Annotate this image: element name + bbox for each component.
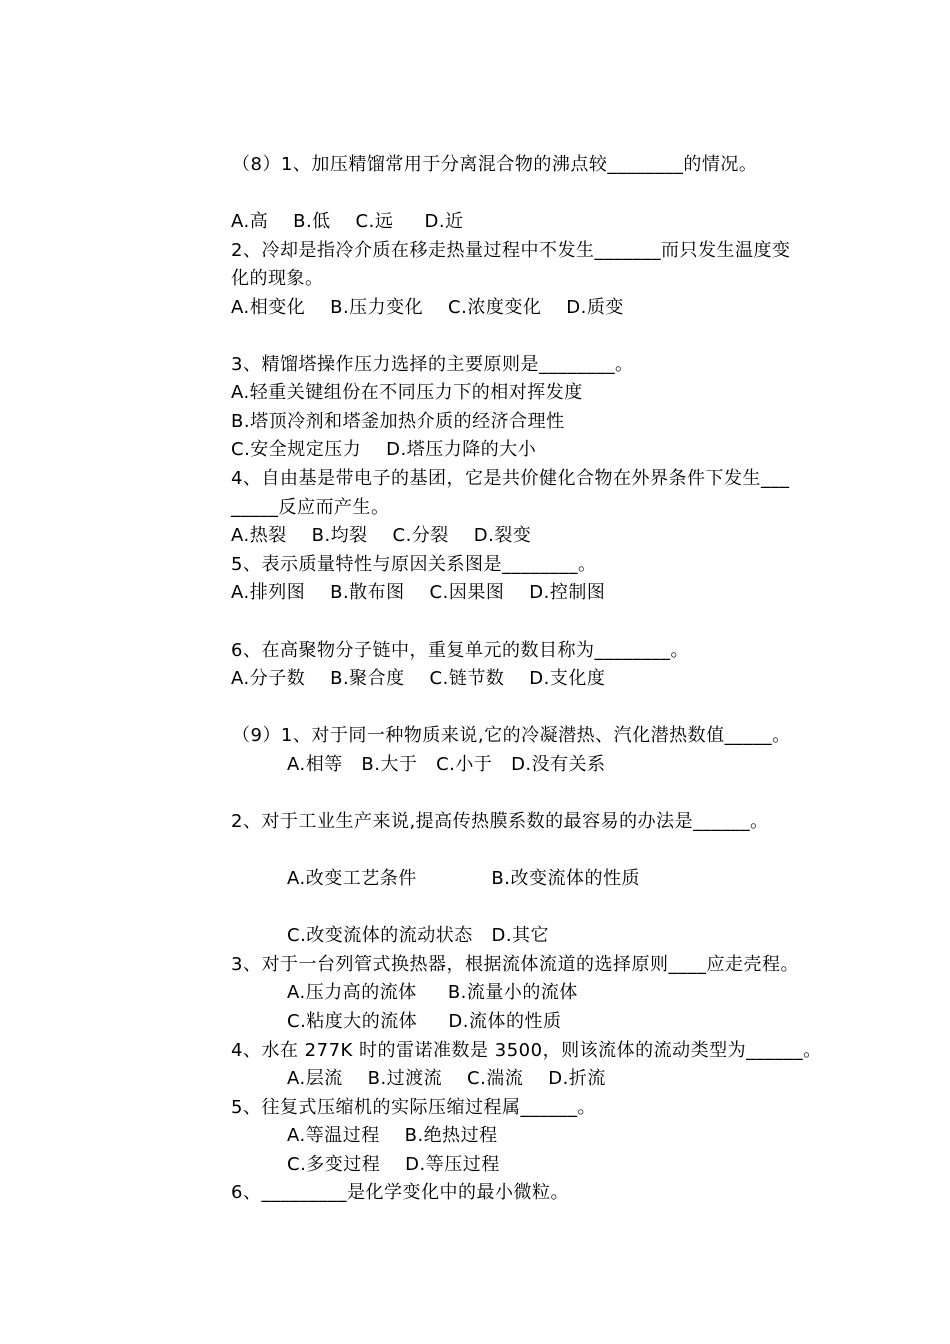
- question-8-2-stem-line1: 2、冷却是指冷介质在移走热量过程中不发生_______而只发生温度变: [231, 240, 791, 261]
- question-8-3-option-cd: C.安全规定压力 D.塔压力降的大小: [231, 439, 537, 460]
- question-8-5-stem: 5、表示质量特性与原因关系图是________。: [231, 554, 597, 575]
- question-9-5-option-ab: A.等温过程 B.绝热过程: [287, 1125, 498, 1146]
- question-9-1-options: A.相等 B.大于 C.小于 D.没有关系: [287, 754, 606, 775]
- question-8-1-options: A.高 B.低 C.远 D.近: [231, 211, 464, 232]
- question-9-4-stem: 4、水在 277K 时的雷诺准数是 3500，则该流体的流动类型为______。: [231, 1040, 822, 1061]
- question-9-2-option-ab: A.改变工艺条件 B.改变流体的性质: [287, 868, 640, 889]
- question-9-3-option-ab: A.压力高的流体 B.流量小的流体: [287, 982, 578, 1003]
- question-8-3-option-a: A.轻重关键组份在不同压力下的相对挥发度: [231, 382, 583, 403]
- question-8-4-stem-line2: _____反应而产生。: [231, 497, 390, 518]
- question-8-4-options: A.热裂 B.均裂 C.分裂 D.裂变: [231, 525, 532, 546]
- question-8-6-options: A.分子数 B.聚合度 C.链节数 D.支化度: [231, 668, 606, 689]
- question-9-5-stem: 5、往复式压缩机的实际压缩过程属______。: [231, 1097, 596, 1118]
- question-8-5-options: A.排列图 B.散布图 C.因果图 D.控制图: [231, 582, 606, 603]
- question-9-4-options: A.层流 B.过渡流 C.湍流 D.折流: [287, 1068, 606, 1089]
- question-9-1-stem: （9）1、对于同一种物质来说,它的冷凝潜热、汽化潜热数值_____。: [232, 725, 791, 746]
- question-8-1-stem: （8）1、加压精馏常用于分离混合物的沸点较________的情况。: [232, 154, 758, 175]
- question-8-3-option-b: B.塔顶冷剂和塔釜加热介质的经济合理性: [231, 411, 565, 432]
- question-8-2-options: A.相变化 B.压力变化 C.浓度变化 D.质变: [231, 297, 624, 318]
- question-9-5-option-cd: C.多变过程 D.等压过程: [287, 1154, 500, 1175]
- question-8-6-stem: 6、在高聚物分子链中，重复单元的数目称为________。: [231, 640, 689, 661]
- question-8-2-stem-line2: 化的现象。: [231, 268, 324, 289]
- question-8-4-stem-line1: 4、自由基是带电子的基团，它是共价健化合物在外界条件下发生___: [231, 468, 790, 489]
- question-9-6-stem: 6、_________是化学变化中的最小微粒。: [231, 1182, 569, 1203]
- question-9-3-stem: 3、对于一台列管式换热器，根据流体流道的选择原则____应走壳程。: [231, 954, 799, 975]
- question-9-2-stem: 2、对于工业生产来说,提高传热膜系数的最容易的办法是______。: [231, 811, 769, 832]
- question-9-2-option-cd: C.改变流体的流动状态 D.其它: [287, 925, 550, 946]
- question-9-3-option-cd: C.粘度大的流体 D.流体的性质: [287, 1011, 562, 1032]
- question-8-3-stem: 3、精馏塔操作压力选择的主要原则是________。: [231, 354, 634, 375]
